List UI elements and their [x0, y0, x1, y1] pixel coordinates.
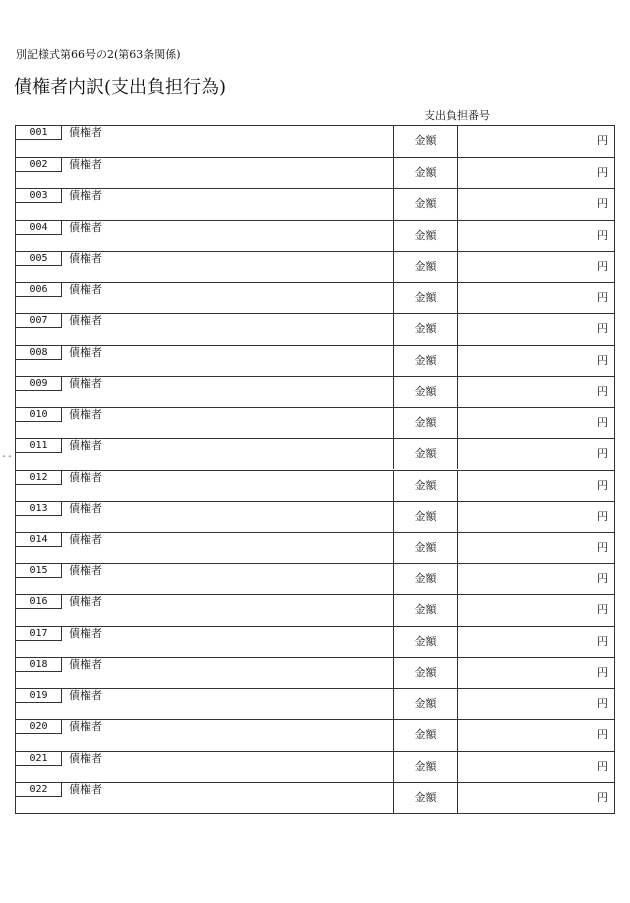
yen-unit: 円	[597, 728, 608, 742]
amount-value-cell	[458, 783, 614, 813]
amount-value-cell	[458, 720, 614, 750]
amount-label: 金額	[414, 572, 437, 586]
row-number: 003	[16, 189, 62, 203]
table-row	[16, 376, 614, 407]
amount-label: 金額	[414, 728, 437, 742]
row-number: 001	[16, 126, 62, 140]
amount-label: 金額	[414, 478, 437, 492]
amount-label-cell	[393, 627, 458, 657]
creditor-label: 債権者	[69, 283, 102, 297]
amount-value-cell	[458, 471, 614, 501]
creditor-table	[15, 125, 615, 814]
creditor-label: 債権者	[69, 720, 102, 734]
amount-label: 金額	[414, 134, 437, 147]
amount-value-cell	[458, 314, 614, 344]
amount-value-cell	[458, 658, 614, 688]
yen-unit: 円	[597, 228, 608, 242]
amount-label: 金額	[414, 790, 437, 804]
creditor-label: 債権者	[69, 564, 102, 578]
yen-unit: 円	[597, 384, 608, 398]
row-number: 013	[16, 502, 62, 516]
row-number: 022	[16, 783, 62, 797]
creditor-label: 債権者	[69, 595, 102, 609]
creditor-label: 債権者	[69, 501, 102, 515]
table-row	[16, 220, 614, 251]
amount-label: 金額	[414, 353, 437, 367]
creditor-label: 債権者	[69, 158, 102, 172]
amount-label-cell	[393, 533, 458, 563]
creditor-label: 債権者	[69, 376, 102, 390]
amount-value-cell	[458, 627, 614, 657]
creditor-label: 債権者	[69, 220, 102, 234]
amount-label-cell	[393, 252, 458, 282]
amount-label: 金額	[414, 697, 437, 711]
yen-unit: 円	[597, 665, 608, 679]
table-row	[16, 313, 614, 344]
amount-label: 金額	[414, 447, 437, 461]
row-number: 014	[16, 533, 62, 547]
row-number: 011	[16, 439, 62, 453]
creditor-label: 債権者	[69, 314, 102, 328]
amount-label-cell	[393, 689, 458, 719]
yen-unit: 円	[597, 416, 608, 430]
amount-label: 金額	[414, 228, 437, 242]
yen-unit: 円	[597, 134, 608, 147]
amount-label: 金額	[414, 759, 437, 773]
table-row	[16, 719, 614, 750]
table-row	[16, 532, 614, 563]
table-row	[16, 626, 614, 657]
amount-label: 金額	[414, 509, 437, 523]
amount-label: 金額	[414, 259, 437, 273]
table-row	[16, 407, 614, 438]
yen-unit: 円	[597, 759, 608, 773]
amount-label: 金額	[414, 416, 437, 430]
amount-value-cell	[458, 126, 614, 157]
creditor-label: 債権者	[69, 345, 102, 359]
amount-value-cell	[458, 752, 614, 782]
row-number: 012	[16, 471, 62, 485]
creditor-label: 債権者	[69, 408, 102, 422]
yen-unit: 円	[597, 259, 608, 273]
edge-mark: --	[1, 451, 14, 462]
amount-label-cell	[393, 564, 458, 594]
amount-label-cell	[393, 126, 458, 157]
amount-value-cell	[458, 221, 614, 251]
row-number: 016	[16, 595, 62, 609]
amount-label-cell	[393, 189, 458, 219]
table-row	[16, 501, 614, 532]
amount-value-cell	[458, 408, 614, 438]
row-number: 006	[16, 283, 62, 297]
amount-label: 金額	[414, 634, 437, 648]
amount-label: 金額	[414, 291, 437, 305]
yen-unit: 円	[597, 322, 608, 336]
creditor-label: 債権者	[69, 189, 102, 203]
amount-label-cell	[393, 471, 458, 501]
row-number: 010	[16, 408, 62, 422]
amount-value-cell	[458, 377, 614, 407]
amount-value-cell	[458, 189, 614, 219]
amount-label: 金額	[414, 540, 437, 554]
yen-unit: 円	[597, 603, 608, 617]
table-row	[16, 782, 614, 813]
document-title: 債権者内訳(支出負担行為)	[14, 77, 227, 98]
table-row	[16, 188, 614, 219]
creditor-label: 債権者	[69, 751, 102, 765]
table-row	[16, 345, 614, 376]
yen-unit: 円	[597, 166, 608, 180]
amount-label-cell	[393, 408, 458, 438]
yen-unit: 円	[597, 540, 608, 554]
amount-value-cell	[458, 346, 614, 376]
row-number: 020	[16, 720, 62, 734]
amount-label-cell	[393, 221, 458, 251]
amount-label-cell	[393, 158, 458, 188]
table-row	[16, 251, 614, 282]
amount-label-cell	[393, 377, 458, 407]
row-number: 018	[16, 658, 62, 672]
amount-label: 金額	[414, 603, 437, 617]
yen-unit: 円	[597, 697, 608, 711]
amount-label-cell	[393, 783, 458, 813]
creditor-label: 債権者	[69, 126, 102, 139]
yen-unit: 円	[597, 291, 608, 305]
creditor-label: 債権者	[69, 251, 102, 265]
yen-unit: 円	[597, 478, 608, 492]
row-number: 008	[16, 346, 62, 360]
creditor-label: 債権者	[69, 626, 102, 640]
amount-label-cell	[393, 439, 458, 469]
amount-label-cell	[393, 502, 458, 532]
amount-label-cell	[393, 314, 458, 344]
creditor-label: 債権者	[69, 439, 102, 453]
yen-unit: 円	[597, 572, 608, 586]
row-number: 021	[16, 752, 62, 766]
table-row	[16, 751, 614, 782]
yen-unit: 円	[597, 790, 608, 804]
table-row	[16, 594, 614, 625]
amount-label: 金額	[414, 665, 437, 679]
table-row	[16, 563, 614, 594]
amount-label-cell	[393, 720, 458, 750]
table-row	[16, 470, 614, 501]
creditor-label: 債権者	[69, 782, 102, 796]
row-number: 004	[16, 221, 62, 235]
amount-value-cell	[458, 252, 614, 282]
yen-unit: 円	[597, 447, 608, 461]
creditor-label: 債権者	[69, 689, 102, 703]
amount-value-cell	[458, 533, 614, 563]
amount-label: 金額	[414, 166, 437, 180]
amount-label-cell	[393, 346, 458, 376]
amount-label-cell	[393, 752, 458, 782]
row-number: 005	[16, 252, 62, 266]
table-row	[16, 282, 614, 313]
amount-value-cell	[458, 439, 614, 469]
amount-label: 金額	[414, 322, 437, 336]
amount-value-cell	[458, 689, 614, 719]
creditor-label: 債権者	[69, 532, 102, 546]
amount-label-cell	[393, 595, 458, 625]
row-number: 007	[16, 314, 62, 328]
amount-label-cell	[393, 283, 458, 313]
table-row	[16, 688, 614, 719]
table-row	[16, 438, 614, 469]
row-number: 009	[16, 377, 62, 391]
table-row	[16, 126, 614, 157]
amount-value-cell	[458, 158, 614, 188]
row-number: 015	[16, 564, 62, 578]
amount-label: 金額	[414, 384, 437, 398]
form-reference: 別記様式第66号の2(第63条関係)	[16, 48, 181, 61]
amount-value-cell	[458, 283, 614, 313]
amount-value-cell	[458, 502, 614, 532]
yen-unit: 円	[597, 197, 608, 211]
expenditure-number-label: 支出負担番号	[424, 109, 490, 122]
row-number: 002	[16, 158, 62, 172]
amount-value-cell	[458, 564, 614, 594]
amount-label-cell	[393, 658, 458, 688]
amount-value-cell	[458, 595, 614, 625]
creditor-label: 債権者	[69, 657, 102, 671]
yen-unit: 円	[597, 353, 608, 367]
row-number: 019	[16, 689, 62, 703]
creditor-label: 債権者	[69, 470, 102, 484]
amount-label: 金額	[414, 197, 437, 211]
row-number: 017	[16, 627, 62, 641]
yen-unit: 円	[597, 509, 608, 523]
table-row	[16, 157, 614, 188]
yen-unit: 円	[597, 634, 608, 648]
table-row	[16, 657, 614, 688]
